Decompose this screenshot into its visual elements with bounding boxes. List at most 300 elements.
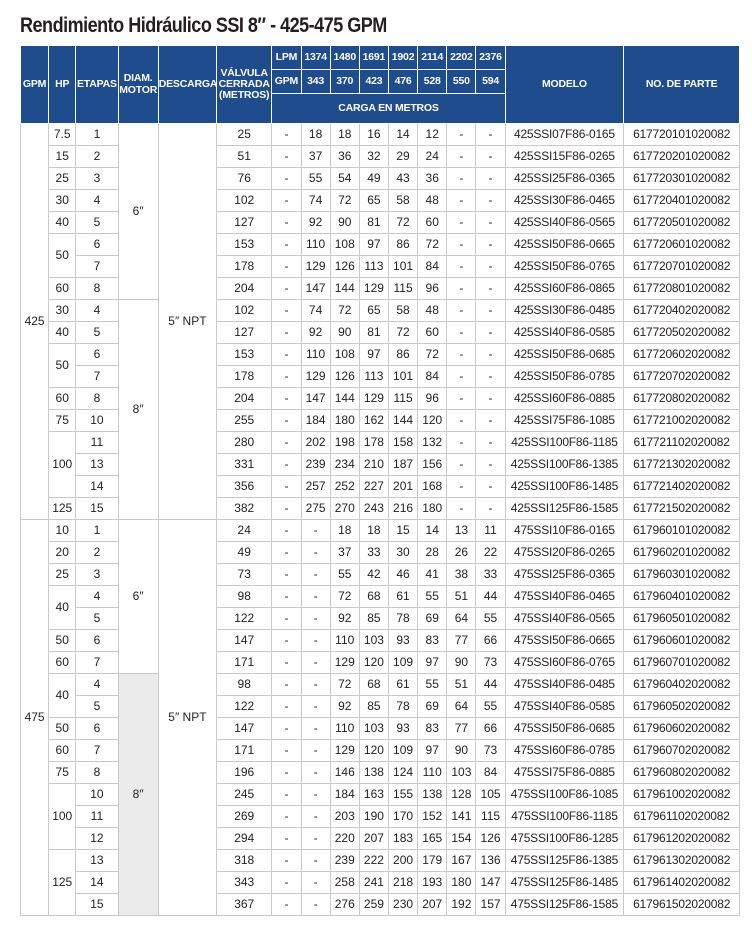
carga-cell: 180 xyxy=(447,872,476,894)
carga-cell: 72 xyxy=(330,190,359,212)
modelo-cell: 425SSI50F86-0765 xyxy=(505,256,624,278)
carga-cell: 120 xyxy=(359,652,388,674)
modelo-cell: 425SSI60F86-0865 xyxy=(505,278,624,300)
carga-cell: - xyxy=(476,190,505,212)
lpm-cell: - xyxy=(272,608,301,630)
header-gpm-value: 594 xyxy=(476,70,505,94)
carga-cell: 69 xyxy=(418,608,447,630)
parte-cell: 617720301020082 xyxy=(624,168,740,190)
carga-cell: 234 xyxy=(330,454,359,476)
hp-cell: 20 xyxy=(49,542,76,564)
carga-cell: 132 xyxy=(418,432,447,454)
carga-cell: - xyxy=(447,168,476,190)
carga-cell: 239 xyxy=(330,850,359,872)
carga-cell: 28 xyxy=(418,542,447,564)
carga-cell: - xyxy=(476,410,505,432)
carga-cell: - xyxy=(447,498,476,520)
carga-cell: 109 xyxy=(388,652,417,674)
header-etapas: ETAPAS xyxy=(76,46,118,124)
etapas-cell: 8 xyxy=(76,762,118,784)
lpm-cell: - xyxy=(272,872,301,894)
carga-cell: 144 xyxy=(330,278,359,300)
valvula-cell: 280 xyxy=(217,432,272,454)
header-lpm: LPM xyxy=(272,46,301,70)
carga-cell: 110 xyxy=(330,630,359,652)
lpm-cell: - xyxy=(272,146,301,168)
gpm-cell: 425 xyxy=(21,124,49,520)
modelo-cell: 425SSI100F86-1185 xyxy=(505,432,624,454)
carga-cell: 22 xyxy=(476,542,505,564)
parte-cell: 617961202020082 xyxy=(624,828,740,850)
table-row xyxy=(21,674,740,696)
carga-cell: - xyxy=(301,718,330,740)
carga-cell: 201 xyxy=(388,476,417,498)
carga-cell: 129 xyxy=(301,256,330,278)
modelo-cell: 475SSI100F86-1185 xyxy=(505,806,624,828)
lpm-cell: - xyxy=(272,322,301,344)
carga-cell: 168 xyxy=(418,476,447,498)
etapas-cell: 13 xyxy=(76,454,118,476)
carga-cell: - xyxy=(476,212,505,234)
lpm-cell: - xyxy=(272,476,301,498)
carga-cell: 147 xyxy=(476,872,505,894)
carga-cell: 187 xyxy=(388,454,417,476)
carga-cell: - xyxy=(301,696,330,718)
carga-cell: - xyxy=(476,388,505,410)
carga-cell: 92 xyxy=(330,608,359,630)
carga-cell: 55 xyxy=(418,586,447,608)
modelo-cell: 425SSI15F86-0265 xyxy=(505,146,624,168)
carga-cell: 129 xyxy=(330,740,359,762)
carga-cell: 110 xyxy=(330,718,359,740)
motor-cell: 6″ xyxy=(118,520,158,674)
hp-cell: 7.5 xyxy=(49,124,76,146)
header-hp: HP xyxy=(49,46,76,124)
carga-cell: 26 xyxy=(447,542,476,564)
lpm-cell: - xyxy=(272,586,301,608)
carga-cell: 257 xyxy=(301,476,330,498)
etapas-cell: 8 xyxy=(76,278,118,300)
carga-cell: 86 xyxy=(388,344,417,366)
carga-cell: 77 xyxy=(447,630,476,652)
carga-cell: 184 xyxy=(330,784,359,806)
carga-cell: - xyxy=(447,146,476,168)
carga-cell: 33 xyxy=(359,542,388,564)
hp-cell: 25 xyxy=(49,168,76,190)
carga-cell: 167 xyxy=(447,850,476,872)
valvula-cell: 367 xyxy=(217,894,272,916)
header-gpm-value: 528 xyxy=(418,70,447,94)
valvula-cell: 245 xyxy=(217,784,272,806)
etapas-cell: 11 xyxy=(76,806,118,828)
carga-cell: - xyxy=(476,344,505,366)
valvula-cell: 127 xyxy=(217,322,272,344)
carga-cell: 14 xyxy=(418,520,447,542)
carga-cell: 270 xyxy=(330,498,359,520)
carga-cell: - xyxy=(301,806,330,828)
modelo-cell: 425SSI100F86-1485 xyxy=(505,476,624,498)
carga-cell: - xyxy=(447,300,476,322)
carga-cell: - xyxy=(476,168,505,190)
parte-cell: 617960601020082 xyxy=(624,630,740,652)
carga-cell: - xyxy=(301,608,330,630)
carga-cell: - xyxy=(447,388,476,410)
carga-cell: 259 xyxy=(359,894,388,916)
lpm-cell: - xyxy=(272,300,301,322)
carga-cell: 110 xyxy=(301,344,330,366)
carga-cell: 108 xyxy=(330,234,359,256)
modelo-cell: 425SSI40F86-0565 xyxy=(505,212,624,234)
lpm-cell: - xyxy=(272,630,301,652)
parte-cell: 617720502020082 xyxy=(624,322,740,344)
carga-cell: 157 xyxy=(476,894,505,916)
modelo-cell: 425SSI75F86-1085 xyxy=(505,410,624,432)
header-lpm-value: 2376 xyxy=(476,46,505,70)
header-lpm-value: 2114 xyxy=(418,46,447,70)
carga-cell: - xyxy=(301,674,330,696)
lpm-cell: - xyxy=(272,762,301,784)
modelo-cell: 475SSI75F86-0885 xyxy=(505,762,624,784)
page-title: Rendimiento Hidráulico SSI 8″ - 425-475 GPM xyxy=(20,14,387,37)
lpm-cell: - xyxy=(272,432,301,454)
carga-cell: 85 xyxy=(359,696,388,718)
carga-cell: 72 xyxy=(418,234,447,256)
modelo-cell: 475SSI40F86-0565 xyxy=(505,608,624,630)
etapas-cell: 7 xyxy=(76,740,118,762)
lpm-cell: - xyxy=(272,124,301,146)
gpm-cell: 475 xyxy=(21,520,49,916)
carga-cell: 115 xyxy=(388,278,417,300)
carga-cell: 158 xyxy=(388,432,417,454)
carga-cell: 138 xyxy=(418,784,447,806)
carga-cell: 141 xyxy=(447,806,476,828)
carga-cell: - xyxy=(447,366,476,388)
carga-cell: 92 xyxy=(301,212,330,234)
hp-cell: 60 xyxy=(49,278,76,300)
valvula-cell: 343 xyxy=(217,872,272,894)
carga-cell: 14 xyxy=(388,124,417,146)
carga-cell: 230 xyxy=(388,894,417,916)
carga-cell: 120 xyxy=(359,740,388,762)
carga-cell: 13 xyxy=(447,520,476,542)
carga-cell: 192 xyxy=(447,894,476,916)
parte-cell: 617961102020082 xyxy=(624,806,740,828)
etapas-cell: 15 xyxy=(76,498,118,520)
etapas-cell: 13 xyxy=(76,850,118,872)
carga-cell: 162 xyxy=(359,410,388,432)
carga-cell: 115 xyxy=(388,388,417,410)
valvula-cell: 73 xyxy=(217,564,272,586)
hp-cell: 75 xyxy=(49,762,76,784)
lpm-cell: - xyxy=(272,828,301,850)
carga-cell: 81 xyxy=(359,322,388,344)
parte-cell: 617961402020082 xyxy=(624,872,740,894)
carga-cell: 156 xyxy=(418,454,447,476)
carga-cell: 73 xyxy=(476,652,505,674)
carga-cell: 12 xyxy=(418,124,447,146)
carga-cell: - xyxy=(301,894,330,916)
carga-cell: 146 xyxy=(330,762,359,784)
valvula-cell: 356 xyxy=(217,476,272,498)
carga-cell: - xyxy=(476,300,505,322)
carga-cell: - xyxy=(476,366,505,388)
carga-cell: 109 xyxy=(388,740,417,762)
carga-cell: - xyxy=(447,322,476,344)
parte-cell: 617960301020082 xyxy=(624,564,740,586)
hp-cell: 50 xyxy=(49,718,76,740)
parte-cell: 617960101020082 xyxy=(624,520,740,542)
parte-cell: 617960402020082 xyxy=(624,674,740,696)
carga-cell: 207 xyxy=(359,828,388,850)
hp-cell: 60 xyxy=(49,652,76,674)
modelo-cell: 425SSI07F86-0165 xyxy=(505,124,624,146)
parte-cell: 617721402020082 xyxy=(624,476,740,498)
parte-cell: 617720702020082 xyxy=(624,366,740,388)
table-row xyxy=(21,300,740,322)
hp-cell: 100 xyxy=(49,784,76,850)
carga-cell: 92 xyxy=(330,696,359,718)
parte-cell: 617960502020082 xyxy=(624,696,740,718)
header-gpm-value: 423 xyxy=(359,70,388,94)
carga-cell: 207 xyxy=(418,894,447,916)
carga-cell: - xyxy=(301,872,330,894)
parte-cell: 617721002020082 xyxy=(624,410,740,432)
carga-cell: 84 xyxy=(418,256,447,278)
hp-cell: 40 xyxy=(49,586,76,630)
modelo-cell: 425SSI60F86-0885 xyxy=(505,388,624,410)
carga-cell: - xyxy=(476,476,505,498)
etapas-cell: 2 xyxy=(76,146,118,168)
carga-cell: 202 xyxy=(301,432,330,454)
lpm-cell: - xyxy=(272,894,301,916)
etapas-cell: 6 xyxy=(76,344,118,366)
carga-cell: 60 xyxy=(418,212,447,234)
carga-cell: - xyxy=(301,542,330,564)
carga-cell: - xyxy=(301,630,330,652)
lpm-cell: - xyxy=(272,234,301,256)
modelo-cell: 475SSI125F86-1485 xyxy=(505,872,624,894)
etapas-cell: 2 xyxy=(76,542,118,564)
lpm-cell: - xyxy=(272,344,301,366)
hp-cell: 30 xyxy=(49,190,76,212)
header-gpm-value: 370 xyxy=(330,70,359,94)
carga-cell: - xyxy=(301,850,330,872)
valvula-cell: 269 xyxy=(217,806,272,828)
carga-cell: 46 xyxy=(388,564,417,586)
etapas-cell: 4 xyxy=(76,190,118,212)
carga-cell: 68 xyxy=(359,586,388,608)
carga-cell: 55 xyxy=(330,564,359,586)
carga-cell: 155 xyxy=(388,784,417,806)
carga-cell: 179 xyxy=(418,850,447,872)
etapas-cell: 1 xyxy=(76,124,118,146)
valvula-cell: 204 xyxy=(217,278,272,300)
lpm-cell: - xyxy=(272,718,301,740)
lpm-cell: - xyxy=(272,784,301,806)
carga-cell: 115 xyxy=(476,806,505,828)
lpm-cell: - xyxy=(272,520,301,542)
lpm-cell: - xyxy=(272,388,301,410)
carga-cell: 165 xyxy=(418,828,447,850)
carga-cell: 72 xyxy=(330,586,359,608)
carga-cell: 90 xyxy=(447,740,476,762)
carga-cell: 51 xyxy=(447,586,476,608)
etapas-cell: 12 xyxy=(76,828,118,850)
carga-cell: - xyxy=(301,652,330,674)
carga-cell: 203 xyxy=(330,806,359,828)
carga-cell: 54 xyxy=(330,168,359,190)
header-modelo: MODELO xyxy=(505,46,624,124)
carga-cell: - xyxy=(447,190,476,212)
carga-cell: 193 xyxy=(418,872,447,894)
hp-cell: 25 xyxy=(49,564,76,586)
carga-cell: 90 xyxy=(447,652,476,674)
descarga-cell: 5″ NPT xyxy=(158,520,216,916)
carga-cell: 18 xyxy=(359,520,388,542)
hp-cell: 10 xyxy=(49,520,76,542)
hp-cell: 125 xyxy=(49,498,76,520)
etapas-cell: 14 xyxy=(76,476,118,498)
carga-cell: 58 xyxy=(388,190,417,212)
lpm-cell: - xyxy=(272,850,301,872)
header-descarga: DESCARGA xyxy=(158,46,216,124)
carga-cell: 241 xyxy=(359,872,388,894)
parte-cell: 617720402020082 xyxy=(624,300,740,322)
descarga-cell: 5″ NPT xyxy=(158,124,216,520)
valvula-cell: 147 xyxy=(217,630,272,652)
etapas-cell: 5 xyxy=(76,212,118,234)
modelo-cell: 425SSI125F86-1585 xyxy=(505,498,624,520)
carga-cell: 96 xyxy=(418,388,447,410)
carga-cell: 227 xyxy=(359,476,388,498)
header-diam-motor: DIAM. MOTOR xyxy=(118,46,158,124)
modelo-cell: 425SSI100F86-1385 xyxy=(505,454,624,476)
carga-cell: - xyxy=(447,476,476,498)
carga-cell: 216 xyxy=(388,498,417,520)
etapas-cell: 3 xyxy=(76,564,118,586)
parte-cell: 617960201020082 xyxy=(624,542,740,564)
modelo-cell: 425SSI40F86-0585 xyxy=(505,322,624,344)
parte-cell: 617960802020082 xyxy=(624,762,740,784)
etapas-cell: 6 xyxy=(76,630,118,652)
carga-cell: 110 xyxy=(301,234,330,256)
carga-cell: 68 xyxy=(359,674,388,696)
carga-cell: - xyxy=(447,454,476,476)
parte-cell: 617721502020082 xyxy=(624,498,740,520)
carga-cell: 18 xyxy=(301,124,330,146)
etapas-cell: 8 xyxy=(76,388,118,410)
etapas-cell: 3 xyxy=(76,168,118,190)
hp-cell: 50 xyxy=(49,344,76,388)
hp-cell: 75 xyxy=(49,410,76,432)
carga-cell: 97 xyxy=(418,652,447,674)
parte-cell: 617961002020082 xyxy=(624,784,740,806)
carga-cell: 93 xyxy=(388,630,417,652)
carga-cell: 72 xyxy=(330,300,359,322)
carga-cell: 48 xyxy=(418,300,447,322)
carga-cell: 128 xyxy=(447,784,476,806)
carga-cell: 78 xyxy=(388,696,417,718)
carga-cell: 170 xyxy=(388,806,417,828)
header-gpm-flow: GPM xyxy=(272,70,301,94)
parte-cell: 617720501020082 xyxy=(624,212,740,234)
carga-cell: - xyxy=(476,234,505,256)
modelo-cell: 475SSI100F86-1085 xyxy=(505,784,624,806)
valvula-cell: 102 xyxy=(217,190,272,212)
parte-cell: 617960702020082 xyxy=(624,740,740,762)
performance-table xyxy=(20,45,740,916)
carga-cell: 190 xyxy=(359,806,388,828)
etapas-cell: 4 xyxy=(76,674,118,696)
carga-cell: 58 xyxy=(388,300,417,322)
lpm-cell: - xyxy=(272,542,301,564)
carga-cell: 61 xyxy=(388,586,417,608)
parte-cell: 617721102020082 xyxy=(624,432,740,454)
carga-cell: 113 xyxy=(359,366,388,388)
carga-cell: 11 xyxy=(476,520,505,542)
parte-cell: 617720401020082 xyxy=(624,190,740,212)
valvula-cell: 153 xyxy=(217,234,272,256)
carga-cell: 74 xyxy=(301,300,330,322)
valvula-cell: 24 xyxy=(217,520,272,542)
header-gpm-value: 476 xyxy=(388,70,417,94)
modelo-cell: 425SSI50F86-0685 xyxy=(505,344,624,366)
lpm-cell: - xyxy=(272,696,301,718)
etapas-cell: 10 xyxy=(76,784,118,806)
carga-cell: 144 xyxy=(330,388,359,410)
motor-cell: 8″ xyxy=(118,300,158,520)
carga-cell: 113 xyxy=(359,256,388,278)
carga-cell: 97 xyxy=(359,234,388,256)
carga-cell: 30 xyxy=(388,542,417,564)
carga-cell: 83 xyxy=(418,630,447,652)
carga-cell: 49 xyxy=(359,168,388,190)
carga-cell: 32 xyxy=(359,146,388,168)
carga-cell: - xyxy=(476,146,505,168)
modelo-cell: 475SSI100F86-1285 xyxy=(505,828,624,850)
valvula-cell: 294 xyxy=(217,828,272,850)
carga-cell: 55 xyxy=(476,608,505,630)
carga-cell: 66 xyxy=(476,630,505,652)
carga-cell: 163 xyxy=(359,784,388,806)
carga-cell: 85 xyxy=(359,608,388,630)
etapas-cell: 7 xyxy=(76,366,118,388)
carga-cell: 90 xyxy=(330,322,359,344)
motor-cell: 6″ xyxy=(118,124,158,300)
carga-cell: - xyxy=(447,410,476,432)
valvula-cell: 102 xyxy=(217,300,272,322)
carga-cell: 83 xyxy=(418,718,447,740)
carga-cell: 129 xyxy=(359,278,388,300)
carga-cell: 103 xyxy=(359,630,388,652)
carga-cell: - xyxy=(476,498,505,520)
valvula-cell: 178 xyxy=(217,256,272,278)
parte-cell: 617960602020082 xyxy=(624,718,740,740)
carga-cell: 92 xyxy=(301,322,330,344)
etapas-cell: 15 xyxy=(76,894,118,916)
valvula-cell: 122 xyxy=(217,608,272,630)
header-lpm-value: 1691 xyxy=(359,46,388,70)
lpm-cell: - xyxy=(272,212,301,234)
carga-cell: 198 xyxy=(330,432,359,454)
carga-cell: 65 xyxy=(359,300,388,322)
parte-cell: 617960701020082 xyxy=(624,652,740,674)
carga-cell: - xyxy=(476,124,505,146)
parte-cell: 617961302020082 xyxy=(624,850,740,872)
carga-cell: 86 xyxy=(388,234,417,256)
carga-cell: 44 xyxy=(476,586,505,608)
carga-cell: 124 xyxy=(388,762,417,784)
